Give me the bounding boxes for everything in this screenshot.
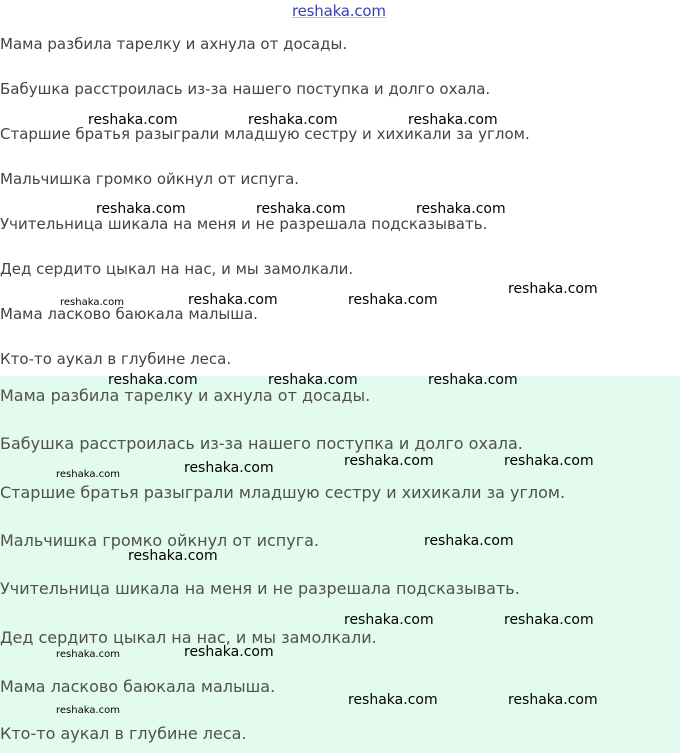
top-sentence-4: Мальчишка громко ойкнул от испуга. bbox=[0, 170, 300, 188]
bottom-sentence-3: Старшие братья разыграли младшую сестру и хихикали за углом. bbox=[0, 483, 566, 502]
top-sentence-7: Мама ласково баюкала малыша. bbox=[0, 305, 258, 323]
watermark: reshaka.com bbox=[56, 469, 120, 480]
top-sentence-2: Бабушка расстроилась из-за нашего поступка и долго охала. bbox=[0, 80, 491, 98]
top-sentence-8: Кто-то аукал в глубине леса. bbox=[0, 350, 232, 368]
watermark: reshaka.com bbox=[424, 533, 514, 549]
watermark: reshaka.com bbox=[416, 201, 506, 217]
top-sentence-3: Старшие братья разыграли младшую сестру и хихикали за углом. bbox=[0, 125, 530, 143]
watermark: reshaka.com bbox=[508, 281, 598, 297]
watermark: reshaka.com bbox=[508, 692, 598, 708]
watermark: reshaka.com bbox=[60, 297, 124, 308]
watermark: reshaka.com bbox=[184, 460, 274, 476]
watermark: reshaka.com bbox=[408, 112, 498, 128]
watermark: reshaka.com bbox=[256, 201, 346, 217]
bottom-sentence-1: Мама разбила тарелку и ахнула от досады. bbox=[0, 386, 371, 405]
watermark: reshaka.com bbox=[188, 292, 278, 308]
watermark: reshaka.com bbox=[184, 644, 274, 660]
top-sentence-5: Учительница шикала на меня и не разрешала подсказывать. bbox=[0, 215, 488, 233]
watermark: reshaka.com bbox=[96, 201, 186, 217]
top-sentence-6: Дед сердито цыкал на нас, и мы замолкали. bbox=[0, 260, 354, 278]
bottom-sentence-7: Мама ласково баюкала малыша. bbox=[0, 677, 276, 696]
watermark: reshaka.com bbox=[428, 372, 518, 388]
watermark: reshaka.com bbox=[108, 372, 198, 388]
watermark: reshaka.com bbox=[56, 705, 120, 716]
watermark: reshaka.com bbox=[88, 112, 178, 128]
watermark: reshaka.com bbox=[56, 649, 120, 660]
bottom-sentence-8: Кто-то аукал в глубине леса. bbox=[0, 724, 247, 743]
watermark: reshaka.com bbox=[348, 292, 438, 308]
watermark: reshaka.com bbox=[128, 548, 218, 564]
watermark: reshaka.com bbox=[344, 453, 434, 469]
bottom-sentence-5: Учительница шикала на меня и не разрешала подсказывать. bbox=[0, 579, 520, 598]
site-header-link[interactable]: reshaka.com bbox=[292, 2, 386, 20]
bottom-sentence-4: Мальчишка громко ойкнул от испуга. bbox=[0, 531, 319, 550]
watermark: reshaka.com bbox=[344, 612, 434, 628]
watermark: reshaka.com bbox=[504, 453, 594, 469]
bottom-sentence-2: Бабушка расстроилась из-за нашего поступка и долго охала. bbox=[0, 434, 523, 453]
top-sentence-1: Мама разбила тарелку и ахнула от досады. bbox=[0, 35, 348, 53]
watermark: reshaka.com bbox=[348, 692, 438, 708]
watermark: reshaka.com bbox=[248, 112, 338, 128]
bottom-sentence-6: Дед сердито цыкал на нас, и мы замолкали. bbox=[0, 628, 377, 647]
watermark: reshaka.com bbox=[268, 372, 358, 388]
watermark: reshaka.com bbox=[504, 612, 594, 628]
